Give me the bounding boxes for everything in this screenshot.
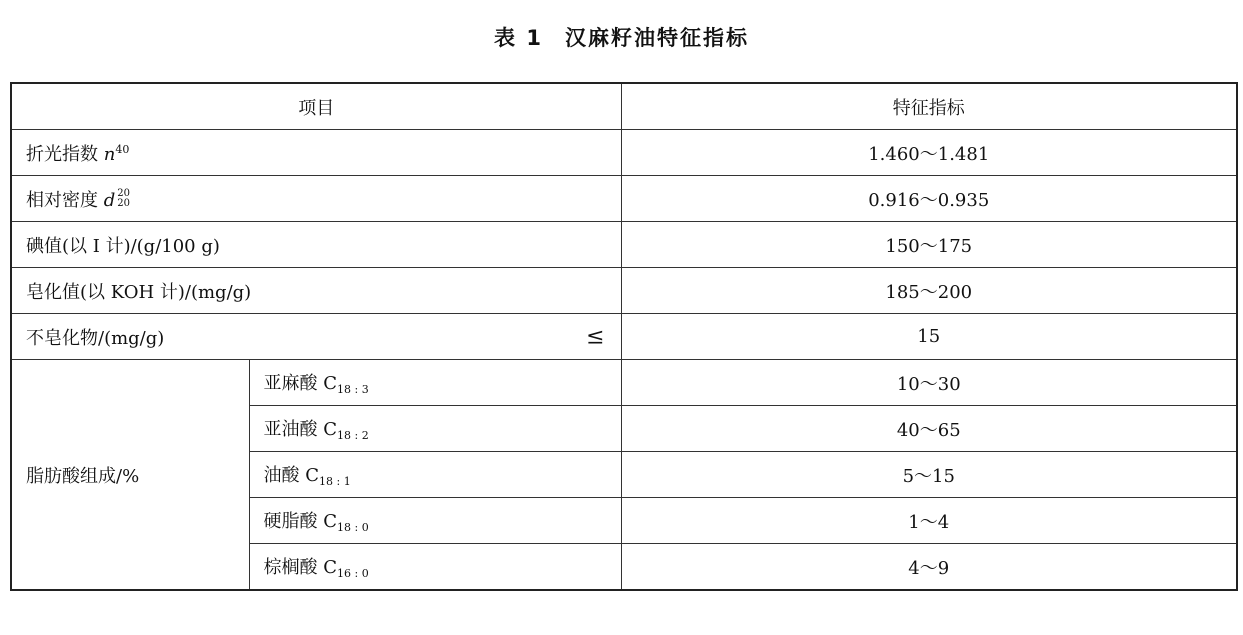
row-label-refractive	[11, 130, 621, 176]
row-value: 1～4	[621, 498, 1237, 544]
table-row	[11, 268, 1237, 314]
fatty-acid-name	[249, 360, 621, 406]
spec-table	[10, 82, 1238, 591]
subscript: 20	[117, 197, 130, 209]
row-label: 皂化值(以 KOH 计)/(mg/g)	[11, 268, 621, 314]
acid-name: 亚油酸	[263, 419, 318, 440]
table-caption: 汉麻籽油特征指标	[564, 26, 749, 50]
row-value: 4～9	[621, 544, 1237, 591]
sup-sub	[117, 189, 130, 209]
header-row	[11, 83, 1237, 130]
fatty-acid-name	[249, 452, 621, 498]
acid-ratio: 18 : 0	[337, 521, 369, 534]
header-item: 项目	[11, 83, 621, 130]
fatty-acid-group-label: 脂肪酸组成/%	[11, 360, 249, 591]
row-value: 15	[621, 314, 1237, 360]
row-value: 185～200	[621, 268, 1237, 314]
fatty-acid-name	[249, 406, 621, 452]
acid-formula: C	[305, 465, 320, 486]
superscript: 40	[115, 142, 130, 156]
table-row	[11, 314, 1237, 360]
acid-ratio: 18 : 2	[337, 429, 369, 442]
table-row	[11, 360, 1237, 406]
fatty-acid-name	[249, 498, 621, 544]
row-label-density	[11, 176, 621, 222]
superscript: 20	[117, 187, 130, 199]
acid-formula: C	[323, 419, 338, 440]
acid-ratio: 16 : 0	[337, 567, 369, 580]
table-row	[11, 130, 1237, 176]
symbol-n: n	[103, 143, 116, 165]
acid-ratio: 18 : 1	[319, 475, 351, 488]
acid-formula: C	[323, 511, 338, 532]
row-value: 150～175	[621, 222, 1237, 268]
table-row	[11, 222, 1237, 268]
row-label: 不皂化物/(mg/g)	[26, 327, 165, 349]
row-label: 相对密度	[26, 189, 98, 211]
row-value: 5～15	[621, 452, 1237, 498]
acid-formula: C	[323, 373, 338, 394]
acid-name: 油酸	[263, 465, 300, 486]
acid-name: 亚麻酸	[263, 373, 318, 394]
table-number: 表 1	[494, 26, 543, 50]
row-value: 1.460～1.481	[621, 130, 1237, 176]
row-label: 碘值(以 I 计)/(g/100 g)	[11, 222, 621, 268]
fatty-acid-name	[249, 544, 621, 591]
acid-name: 硬脂酸	[263, 511, 318, 532]
symbol-d: d	[103, 189, 116, 211]
table-row	[11, 176, 1237, 222]
row-value: 40～65	[621, 406, 1237, 452]
row-value: 0.916～0.935	[621, 176, 1237, 222]
row-label-unsaponifiable	[11, 314, 621, 360]
acid-ratio: 18 : 3	[337, 383, 369, 396]
table-title	[0, 22, 1243, 52]
less-equal-symbol: ≤	[586, 324, 605, 349]
acid-name: 棕榈酸	[263, 557, 318, 578]
row-label: 折光指数	[26, 143, 98, 165]
header-value: 特征指标	[621, 83, 1237, 130]
row-value: 10～30	[621, 360, 1237, 406]
acid-formula: C	[323, 557, 338, 578]
